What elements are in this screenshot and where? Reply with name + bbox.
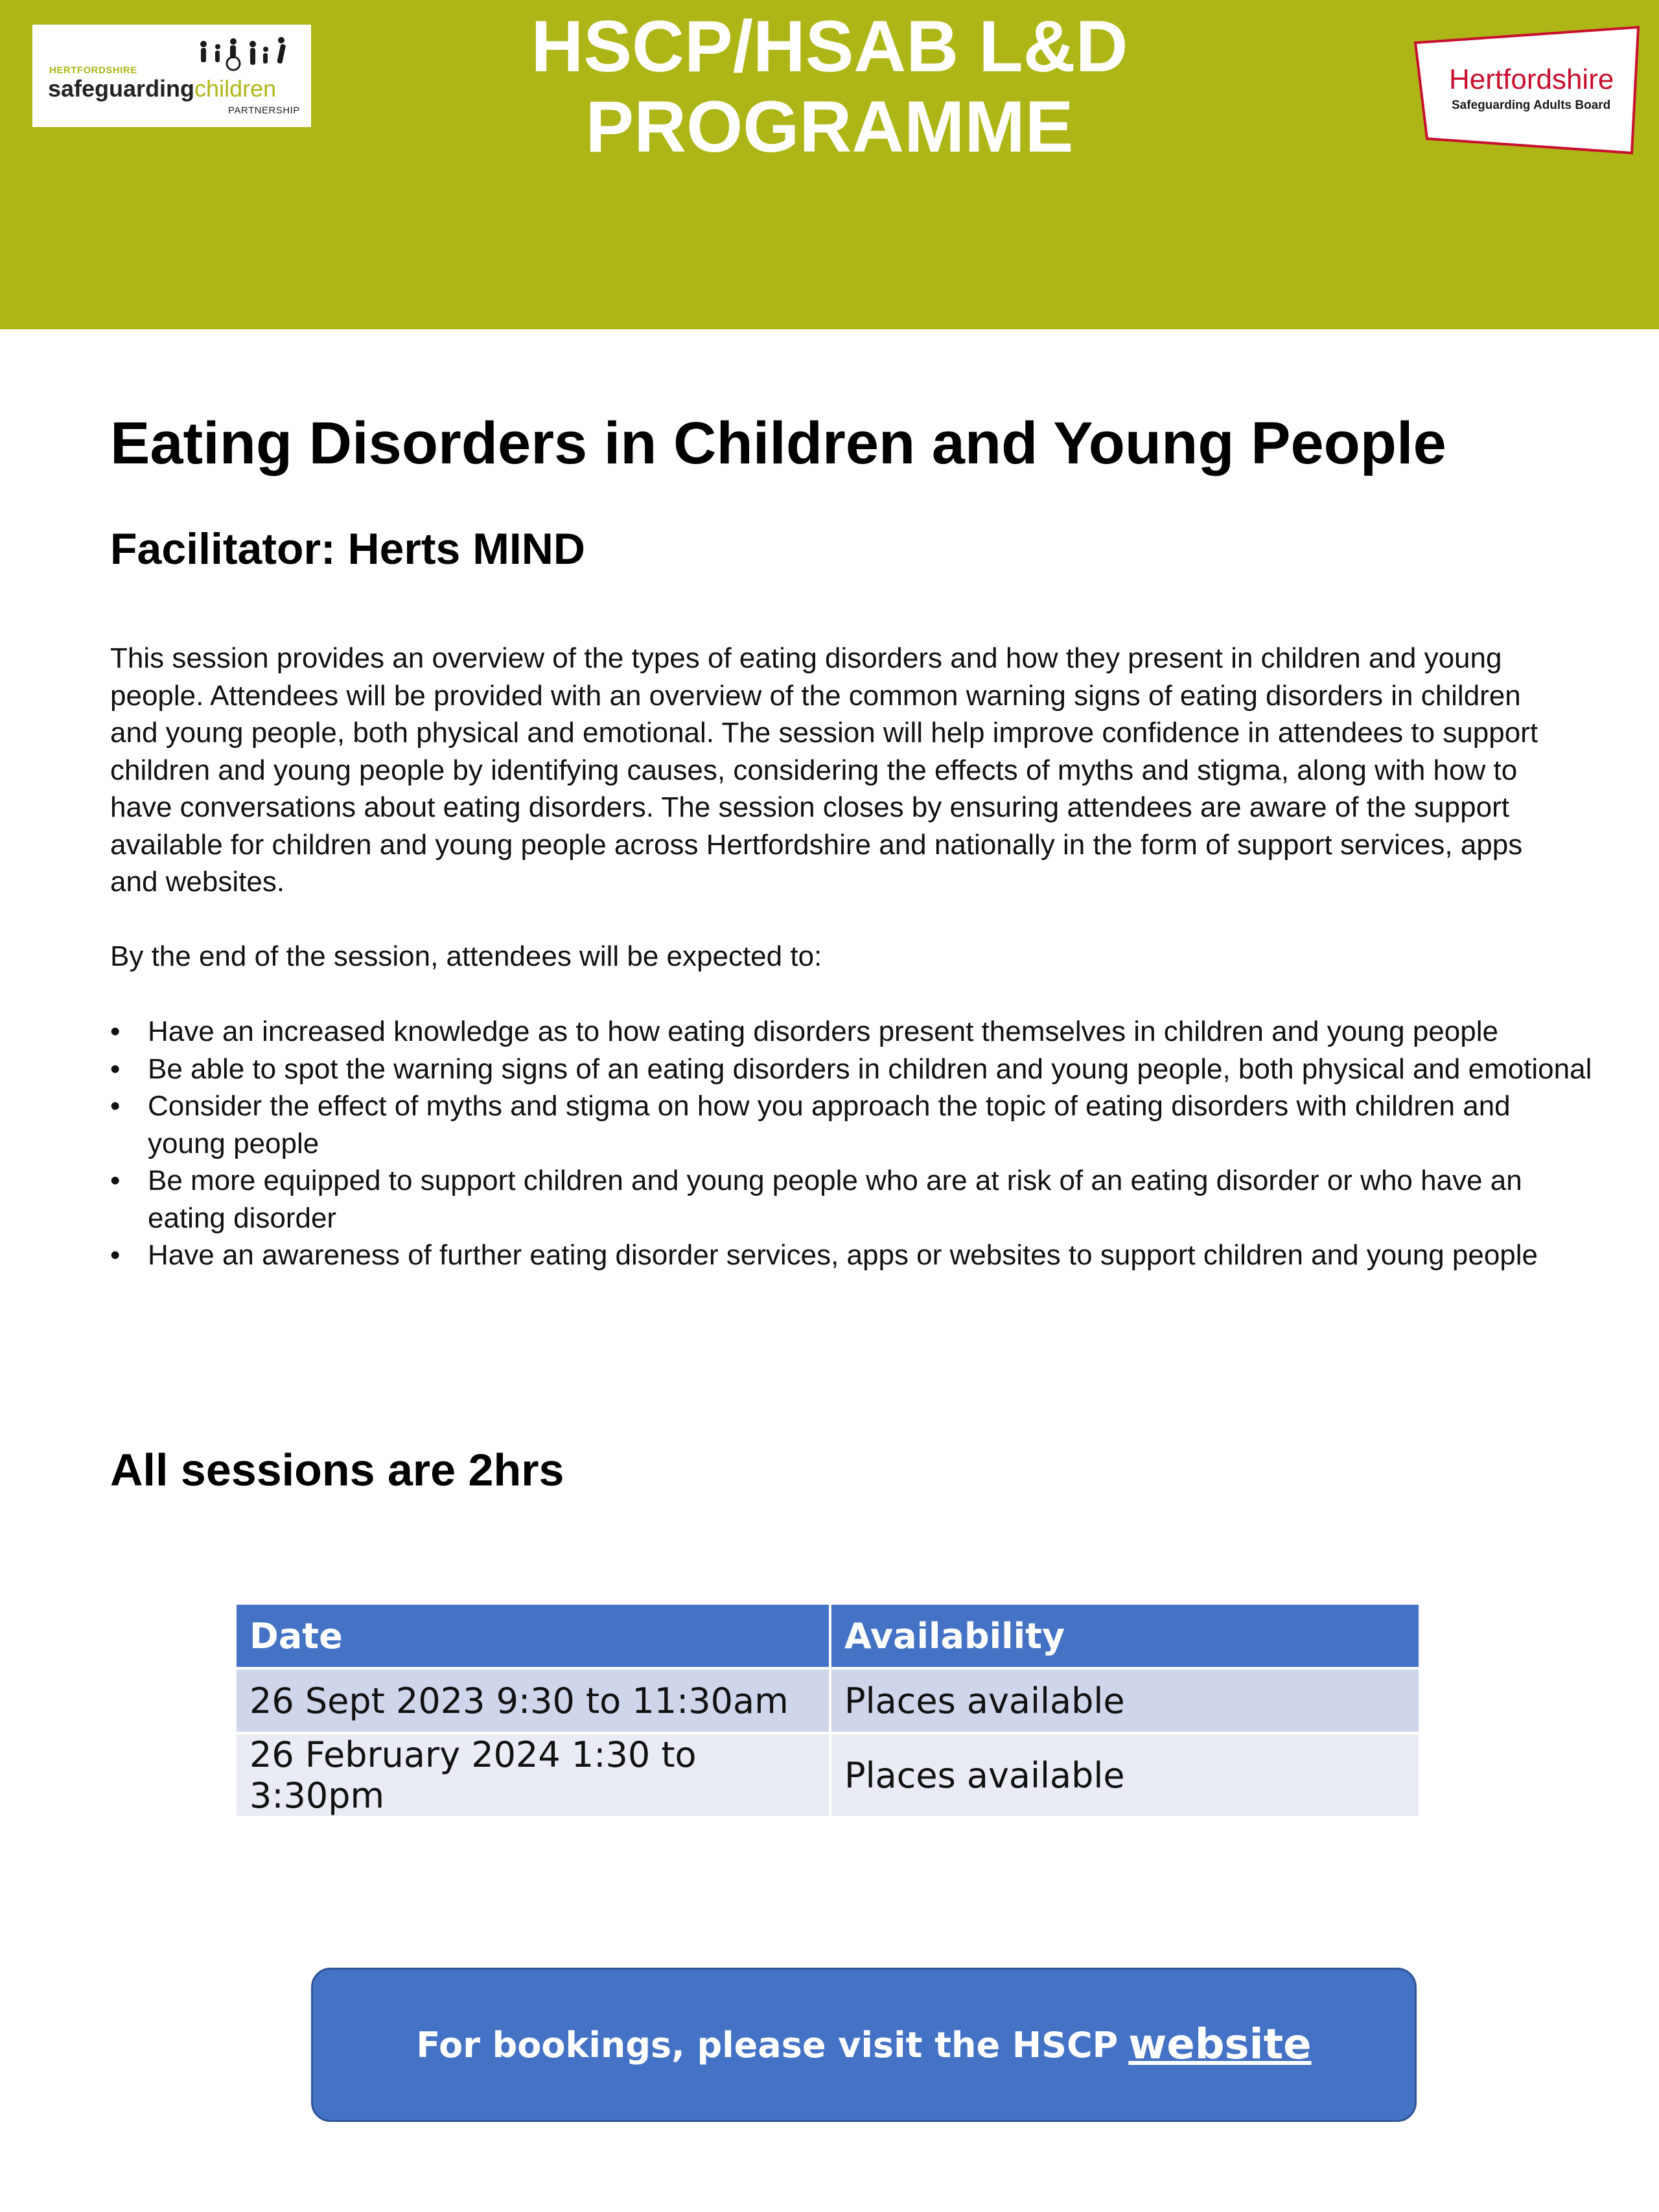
table-header-row <box>237 1605 1420 1668</box>
list-item <box>110 1237 1594 1274</box>
family-figures-icon <box>196 35 293 74</box>
header-banner <box>0 0 1659 329</box>
programme-title <box>363 6 1296 167</box>
outcome-text: Have an increased knowledge as to how eating disorders present themselves in children and young people <box>148 1016 1498 1047</box>
facilitator-heading: Facilitator: Herts MIND <box>110 524 585 574</box>
adults-board-subtitle: Safeguarding Adults Board <box>1452 99 1611 112</box>
list-item <box>110 1013 1594 1051</box>
outcomes-intro: By the end of the session, attendees will be expected to: <box>110 940 822 972</box>
list-item <box>110 1162 1594 1237</box>
booking-banner <box>311 1968 1417 2122</box>
course-title: Eating Disorders in Children and Young People <box>110 410 1446 476</box>
list-item <box>110 1051 1594 1088</box>
booking-text: For bookings, please visit the HSCP <box>416 2024 1119 2066</box>
outcome-text: Consider the effect of myths and stigma on how you approach the topic of eating disorders with children and young people <box>148 1090 1511 1159</box>
logo-county-text: HERTFORDSHIRE <box>49 65 137 76</box>
outcomes-list <box>110 1013 1594 1274</box>
bullet-icon: • <box>110 1016 121 1047</box>
logo-partnership-text: PARTNERSHIP <box>228 105 300 116</box>
programme-title-line1: HSCP/HSAB L&D <box>531 6 1128 87</box>
bullet-icon: • <box>110 1090 121 1122</box>
date-column-header: Date <box>237 1605 830 1668</box>
availability-cell: Places available <box>830 1733 1420 1817</box>
outcome-text: Be able to spot the warning signs of an eating disorders in children and young people, both physical and emotional <box>148 1053 1592 1085</box>
bullet-icon: • <box>110 1053 121 1085</box>
sessions-duration-heading: All sessions are 2hrs <box>110 1445 564 1495</box>
table-row <box>237 1668 1420 1733</box>
hscp-website-link[interactable]: website <box>1128 2021 1312 2069</box>
session-date-cell: 26 February 2024 1:30 to 3:30pm <box>237 1733 830 1817</box>
logo-brand-text: safeguardingchildren <box>48 75 277 102</box>
safeguarding-children-logo <box>32 25 311 127</box>
outcome-text: Be more equipped to support children and young people who are at risk of an eating disorder or who have an eating disorder <box>148 1165 1522 1234</box>
availability-cell: Places available <box>830 1668 1420 1733</box>
availability-column-header: Availability <box>830 1605 1420 1668</box>
outcome-text: Have an awareness of further eating disorder services, apps or websites to support children and young people <box>148 1239 1538 1271</box>
programme-title-line2: PROGRAMME <box>585 86 1074 167</box>
table-row <box>237 1733 1420 1817</box>
list-item <box>110 1088 1594 1162</box>
schedule-table <box>237 1605 1421 1819</box>
course-description: This session provides an overview of the types of eating disorders and how they present in children and young people. Attendees will be provided with an overview of the common warning signs of eating disorders in children and young people, both physical and emotional. The session will help improve confidence in attendees to support children and young people by identifying causes, considering the effects of myths and stigma, along with how to have conversations about eating disorders. The session closes by ensuring attendees are aware of the support available for children and young people across Hertfordshire and nationally in the form of support services, apps and websites. <box>110 642 1538 898</box>
bullet-icon: • <box>110 1165 121 1196</box>
safeguarding-adults-board-logo <box>1413 23 1646 163</box>
bullet-icon: • <box>110 1239 121 1271</box>
session-date-cell: 26 Sept 2023 9:30 to 11:30am <box>237 1668 830 1733</box>
adults-board-name: Hertfordshire <box>1449 64 1614 95</box>
